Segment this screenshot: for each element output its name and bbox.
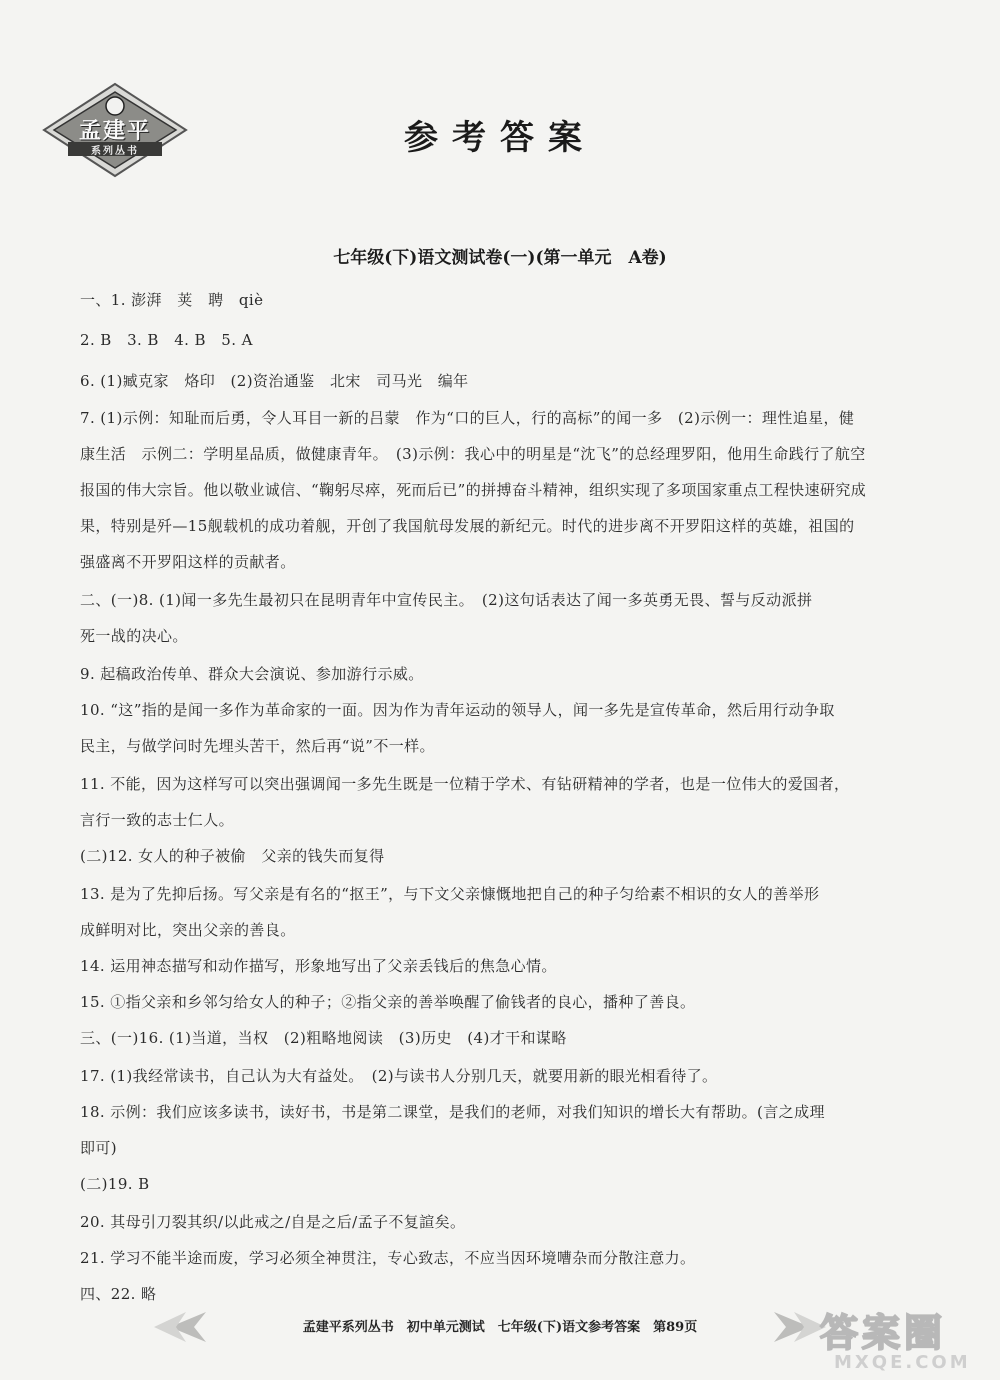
answer-line: 报国的伟大宗旨。他以敬业诚信、“鞠躬尽瘁，死而后已”的拼搏奋斗精神，组织实现了多项国家重点工程快速研究成 bbox=[80, 481, 867, 499]
watermark-url-text: MXQE.COM bbox=[834, 1352, 971, 1373]
answer-line: 17. (1)我经常读书，自己认为大有益处。 (2)与读书人分别几天，就要用新的眼光相看待了。 bbox=[80, 1067, 718, 1085]
answer-line: 民主，与做学问时先埋头苦干，然后再“说”不一样。 bbox=[80, 737, 435, 755]
answer-line: 果，特别是歼—15舰载机的成功着舰，开创了我国航母发展的新纪元。时代的进步离不开罗阳这样的英雄，祖国的 bbox=[80, 517, 855, 535]
answer-line: 13. 是为了先抑后扬。写父亲是有名的“抠王”，与下文父亲慷慨地把自己的种子匀给素不相识的女人的善举形 bbox=[80, 885, 820, 903]
answer-line: 成鲜明对比，突出父亲的善良。 bbox=[80, 921, 296, 939]
watermark bbox=[820, 1300, 990, 1380]
logo-brand-text: 孟建平 bbox=[78, 118, 151, 144]
answer-line: 6. (1)臧克家 烙印 (2)资治通鉴 北宋 司马光 编年 bbox=[80, 372, 469, 390]
answer-line: (二)19. B bbox=[80, 1175, 150, 1193]
answer-line: 7. (1)示例：知耻而后勇，令人耳目一新的吕蒙 作为“口的巨人，行的高标”的闻一多 (2)示例一：理性追星，健 bbox=[80, 409, 855, 427]
answer-line: 9. 起稿政治传单、群众大会演说、参加游行示威。 bbox=[80, 665, 424, 683]
answer-line: 即可) bbox=[80, 1139, 118, 1157]
answer-line: 21. 学习不能半途而废，学习必须全神贯注，专心致志，不应当因环境嘈杂而分散注意力。 bbox=[80, 1249, 696, 1267]
answer-line: 一、1. 澎湃 荚 聘 qiè bbox=[80, 291, 264, 309]
watermark-logo-text: 答案圈 bbox=[820, 1311, 947, 1355]
page-footer bbox=[150, 1300, 850, 1356]
answer-line: 10. “这”指的是闻一多作为革命家的一面。因为作为青年运动的领导人，闻一多先是宣传革命，然后用行动争取 bbox=[80, 701, 835, 719]
answer-line: (二)12. 女人的种子被偷 父亲的钱失而复得 bbox=[80, 847, 385, 865]
footer-text: 孟建平系列丛书 初中单元测试 七年级(下)语文参考答案 第89页 bbox=[302, 1320, 698, 1335]
answer-line: 15. ①指父亲和乡邻匀给女人的种子；②指父亲的善举唤醒了偷钱者的良心，播种了善良。 bbox=[80, 993, 696, 1011]
chevron-left-icon bbox=[150, 1310, 210, 1344]
logo-subtitle-text: 系列丛书 bbox=[91, 146, 139, 157]
answer-line: 四、22. 略 bbox=[80, 1285, 157, 1303]
answer-line: 言行一致的志士仁人。 bbox=[80, 811, 235, 829]
page-title: 参考答案 bbox=[404, 118, 596, 158]
answer-line: 康生活 示例二：学明星品质，做健康青年。 (3)示例：我心中的明星是“沈飞”的总经理罗阳，他用生命践行了航空 bbox=[80, 445, 866, 463]
answer-line: 二、(一)8. (1)闻一多先生最初只在昆明青年中宣传民主。 (2)这句话表达了闻一多英勇无畏、誓与反动派拼 bbox=[80, 591, 813, 609]
answer-line: 11. 不能，因为这样写可以突出强调闻一多先生既是一位精于学术、有钻研精神的学者，也是一位伟大的爱国者， bbox=[80, 775, 850, 793]
answer-line: 20. 其母引刀裂其织/以此戒之/自是之后/孟子不复諠矣。 bbox=[80, 1213, 466, 1231]
section-title: 七年级(下)语文测试卷(一)(第一单元 A卷) bbox=[333, 248, 667, 268]
answer-line: 强盛离不开罗阳这样的贡献者。 bbox=[80, 553, 296, 571]
answer-line: 三、(一)16. (1)当道，当权 (2)粗略地阅读 (3)历史 (4)才干和谋略 bbox=[80, 1029, 567, 1047]
answer-line: 14. 运用神态描写和动作描写，形象地写出了父亲丢钱后的焦急心情。 bbox=[80, 957, 557, 975]
answer-line: 18. 示例：我们应该多读书，读好书，书是第二课堂，是我们的老师，对我们知识的增长大有帮助。(言之成理 bbox=[80, 1103, 825, 1121]
answer-line: 2. B 3. B 4. B 5. A bbox=[80, 331, 253, 349]
answer-line: 死一战的决心。 bbox=[80, 627, 188, 645]
